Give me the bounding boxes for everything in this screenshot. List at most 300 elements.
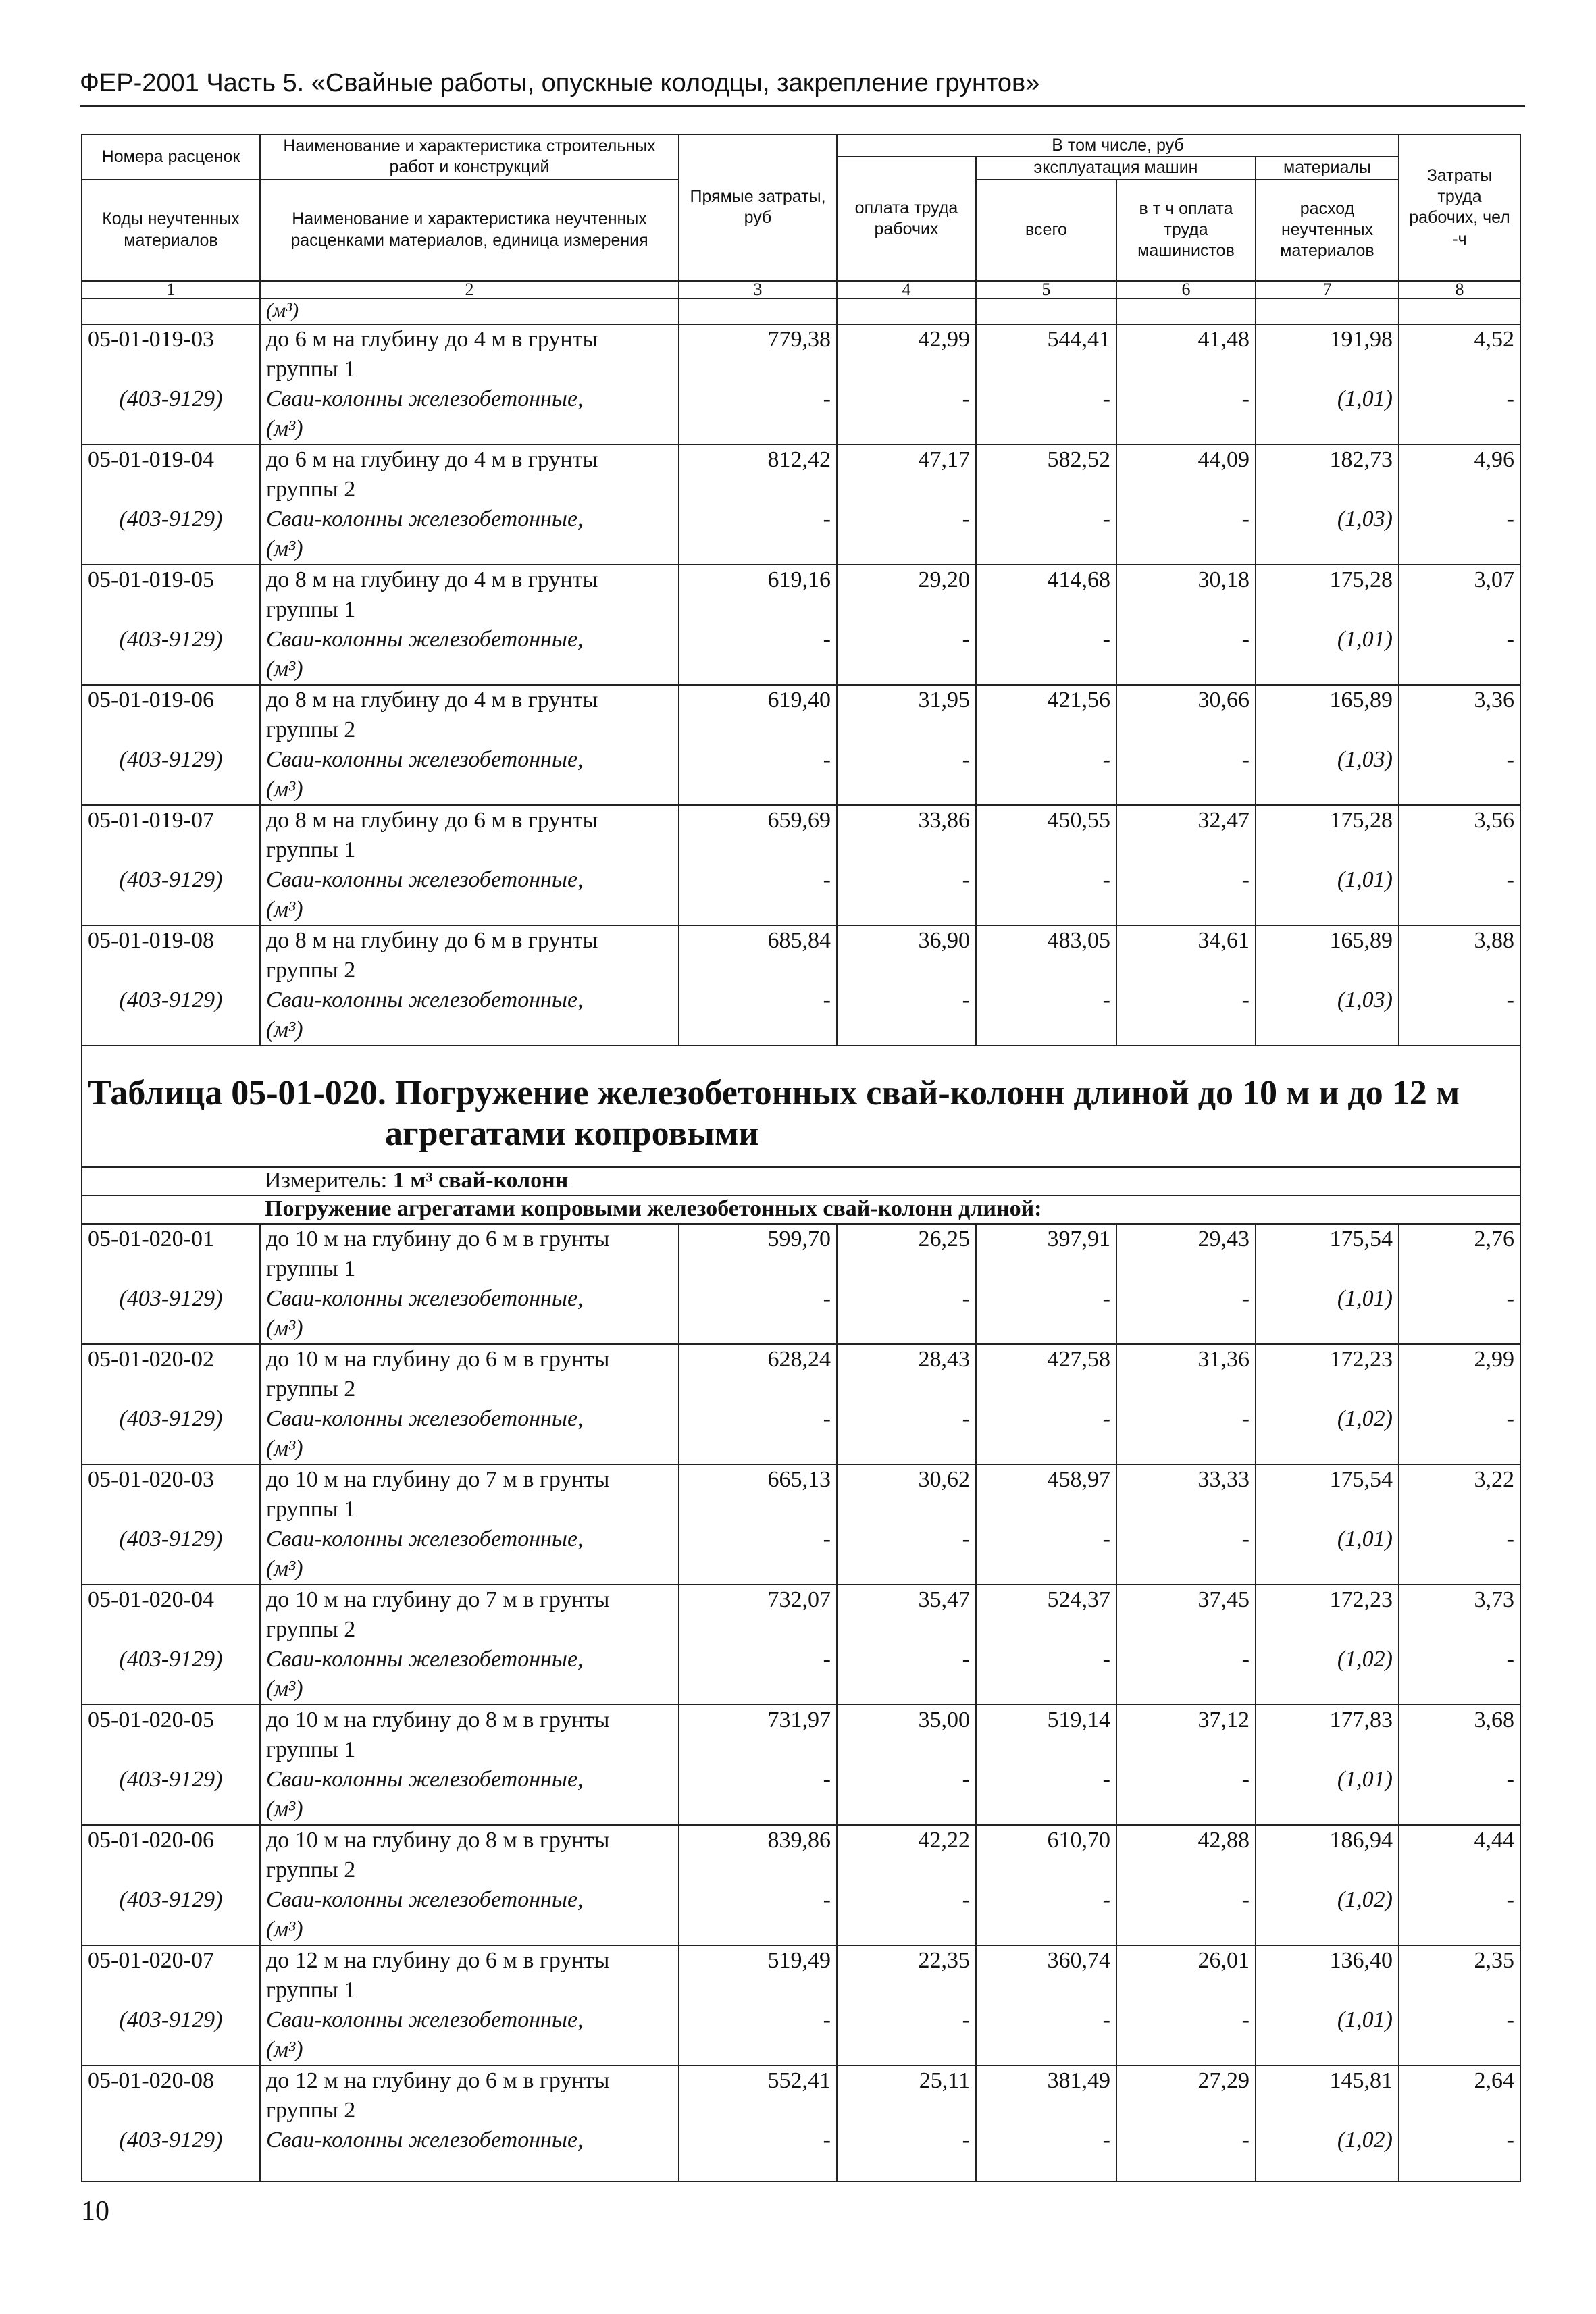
dash: - bbox=[976, 625, 1116, 685]
labor-hours: 3,73 bbox=[1399, 1585, 1520, 1645]
rate-row bbox=[82, 324, 1520, 384]
material-row bbox=[82, 865, 1520, 925]
col1-bottom: Коды неучтенных материалов bbox=[82, 180, 260, 281]
labor-cost: 42,22 bbox=[837, 1825, 976, 1885]
page-header: ФЕР-2001 Часть 5. «Свайные работы, опускные колодцы, закрепление грунтов» bbox=[80, 69, 1525, 107]
material-row bbox=[82, 625, 1520, 685]
dash: - bbox=[1399, 384, 1520, 444]
machine-cost: 381,49 bbox=[976, 2065, 1116, 2126]
material-cost: 165,89 bbox=[1256, 685, 1399, 745]
material-cost: 177,83 bbox=[1256, 1705, 1399, 1765]
materials-header: материалы bbox=[1256, 157, 1399, 179]
material-qty: (1,02) bbox=[1256, 1645, 1399, 1705]
machinist-cost: 31,36 bbox=[1116, 1344, 1256, 1404]
dash: - bbox=[837, 745, 976, 805]
rate-code: 05-01-020-07 bbox=[82, 1945, 260, 2005]
material-cost: 186,94 bbox=[1256, 1825, 1399, 1885]
material-code: (403-9129) bbox=[82, 384, 260, 444]
dash: - bbox=[976, 1284, 1116, 1344]
rate-row bbox=[82, 805, 1520, 865]
machines-header: эксплуатация машин bbox=[976, 157, 1256, 179]
labor-hours: 2,35 bbox=[1399, 1945, 1520, 2005]
dash: - bbox=[837, 1885, 976, 1945]
dash: - bbox=[837, 2005, 976, 2065]
rate-code: 05-01-019-03 bbox=[82, 324, 260, 384]
dash: - bbox=[976, 865, 1116, 925]
material-row bbox=[82, 384, 1520, 444]
material-unit: (м³) bbox=[266, 1315, 303, 1341]
machinist-cost: 33,33 bbox=[1116, 1464, 1256, 1524]
col2-bottom: Наименование и характеристика неучтенных расценками материалов, единица измерения bbox=[260, 180, 679, 281]
col7: расход неучтенных материалов bbox=[1256, 180, 1399, 281]
direct-cost: 839,86 bbox=[679, 1825, 837, 1885]
colnum-3: 3 bbox=[679, 281, 837, 299]
dash: - bbox=[679, 1284, 837, 1344]
machinist-cost: 27,29 bbox=[1116, 2065, 1256, 2126]
labor-cost: 22,35 bbox=[837, 1945, 976, 2005]
machinist-cost: 29,43 bbox=[1116, 1224, 1256, 1284]
direct-cost: 659,69 bbox=[679, 805, 837, 865]
labor-cost: 26,25 bbox=[837, 1224, 976, 1284]
labor-hours: 4,52 bbox=[1399, 324, 1520, 384]
labor-cost: 47,17 bbox=[837, 444, 976, 505]
col8: Затраты труда рабочих, чел -ч bbox=[1399, 134, 1520, 281]
material-unit: (м³) bbox=[266, 1017, 303, 1042]
dash: - bbox=[1399, 1885, 1520, 1945]
material-code: (403-9129) bbox=[82, 1524, 260, 1585]
dash: - bbox=[1116, 625, 1256, 685]
material-code: (403-9129) bbox=[82, 2126, 260, 2182]
col6: в т ч оплата труда машинистов bbox=[1116, 180, 1256, 281]
material-cost: 175,28 bbox=[1256, 565, 1399, 625]
dash: - bbox=[976, 2005, 1116, 2065]
dash: - bbox=[679, 1645, 837, 1705]
material-name bbox=[260, 1284, 679, 1344]
material-unit: (м³) bbox=[266, 896, 303, 922]
material-cost: 182,73 bbox=[1256, 444, 1399, 505]
dash: - bbox=[1399, 2126, 1520, 2182]
material-row bbox=[82, 985, 1520, 1046]
dash: - bbox=[1399, 1645, 1520, 1705]
rate-code: 05-01-020-05 bbox=[82, 1705, 260, 1765]
rate-row bbox=[82, 565, 1520, 625]
material-cost: 175,28 bbox=[1256, 805, 1399, 865]
rate-code: 05-01-019-04 bbox=[82, 444, 260, 505]
labor-hours: 4,44 bbox=[1399, 1825, 1520, 1885]
rate-description: до 8 м на глубину до 4 м в грунты группы 1 bbox=[260, 565, 679, 625]
dash: - bbox=[837, 1524, 976, 1585]
material-cost: 165,89 bbox=[1256, 925, 1399, 985]
dash: - bbox=[1399, 1404, 1520, 1464]
labor-cost: 29,20 bbox=[837, 565, 976, 625]
header-row-1 bbox=[82, 134, 1520, 157]
labor-hours: 3,88 bbox=[1399, 925, 1520, 985]
machine-cost: 397,91 bbox=[976, 1224, 1116, 1284]
rate-description: до 12 м на глубину до 6 м в грунты группы 1 bbox=[260, 1945, 679, 2005]
material-row bbox=[82, 2005, 1520, 2065]
labor-cost: 28,43 bbox=[837, 1344, 976, 1404]
material-name bbox=[260, 745, 679, 805]
material-name-text: Сваи-колонны железобетонные, bbox=[266, 1886, 584, 1912]
dash: - bbox=[1399, 625, 1520, 685]
labor-cost: 30,62 bbox=[837, 1464, 976, 1524]
machinist-cost: 30,18 bbox=[1116, 565, 1256, 625]
rate-description: до 10 м на глубину до 6 м в грунты группы 2 bbox=[260, 1344, 679, 1404]
dash: - bbox=[976, 1645, 1116, 1705]
material-qty: (1,03) bbox=[1256, 745, 1399, 805]
rate-code: 05-01-020-08 bbox=[82, 2065, 260, 2126]
dash: - bbox=[679, 1404, 837, 1464]
machinist-cost: 44,09 bbox=[1116, 444, 1256, 505]
machinist-cost: 30,66 bbox=[1116, 685, 1256, 745]
labor-hours: 3,68 bbox=[1399, 1705, 1520, 1765]
dash: - bbox=[1399, 985, 1520, 1046]
rate-description: до 10 м на глубину до 6 м в грунты группы 1 bbox=[260, 1224, 679, 1284]
machinist-cost: 41,48 bbox=[1116, 324, 1256, 384]
direct-cost: 552,41 bbox=[679, 2065, 837, 2126]
dash: - bbox=[679, 1765, 837, 1825]
rate-row bbox=[82, 925, 1520, 985]
material-name bbox=[260, 1885, 679, 1945]
dash: - bbox=[837, 384, 976, 444]
material-name-text: Сваи-колонны железобетонные, bbox=[266, 1406, 584, 1431]
dash: - bbox=[1399, 1284, 1520, 1344]
labor-cost: 25,11 bbox=[837, 2065, 976, 2126]
material-qty: (1,02) bbox=[1256, 1404, 1399, 1464]
labor-hours: 2,99 bbox=[1399, 1344, 1520, 1404]
carry-over-row bbox=[82, 299, 1520, 324]
machinist-cost: 26,01 bbox=[1116, 1945, 1256, 2005]
labor-hours: 3,22 bbox=[1399, 1464, 1520, 1524]
dash: - bbox=[1116, 745, 1256, 805]
dash: - bbox=[976, 2126, 1116, 2182]
direct-cost: 665,13 bbox=[679, 1464, 837, 1524]
material-name bbox=[260, 384, 679, 444]
in-total-header: В том числе, руб bbox=[837, 134, 1399, 157]
dash: - bbox=[837, 625, 976, 685]
direct-cost: 519,49 bbox=[679, 1945, 837, 2005]
dash: - bbox=[679, 1524, 837, 1585]
material-row bbox=[82, 1524, 1520, 1585]
rate-row bbox=[82, 1464, 1520, 1524]
group-heading: Погружение агрегатами копровыми железобетонных свай-колонн длиной: bbox=[82, 1195, 1520, 1224]
material-code: (403-9129) bbox=[82, 745, 260, 805]
material-name-text: Сваи-колонны железобетонные, bbox=[266, 746, 584, 772]
machinist-cost: 32,47 bbox=[1116, 805, 1256, 865]
col2-top: Наименование и характеристика строительных работ и конструкций bbox=[260, 134, 679, 180]
col3: Прямые затраты, руб bbox=[679, 134, 837, 281]
meter bbox=[82, 1167, 1520, 1195]
machine-cost: 610,70 bbox=[976, 1825, 1116, 1885]
dash: - bbox=[1116, 985, 1256, 1046]
dash: - bbox=[1116, 2005, 1256, 2065]
direct-cost: 599,70 bbox=[679, 1224, 837, 1284]
machinist-cost: 34,61 bbox=[1116, 925, 1256, 985]
labor-hours: 3,36 bbox=[1399, 685, 1520, 745]
material-row bbox=[82, 2126, 1520, 2182]
material-code: (403-9129) bbox=[82, 1645, 260, 1705]
dash: - bbox=[679, 985, 837, 1046]
material-name bbox=[260, 865, 679, 925]
dash: - bbox=[1399, 1524, 1520, 1585]
material-qty: (1,03) bbox=[1256, 985, 1399, 1046]
table-title bbox=[82, 1046, 1520, 1167]
dash: - bbox=[1116, 2126, 1256, 2182]
rate-code: 05-01-019-08 bbox=[82, 925, 260, 985]
colnum-2: 2 bbox=[260, 281, 679, 299]
material-code: (403-9129) bbox=[82, 1284, 260, 1344]
material-name bbox=[260, 505, 679, 565]
table-title-line1: Таблица 05-01-020. Погружение железобетонных свай-колонн длиной до 10 м и до 12 м bbox=[88, 1073, 1460, 1112]
material-unit: (м³) bbox=[266, 1796, 303, 1822]
labor-hours: 2,64 bbox=[1399, 2065, 1520, 2126]
material-qty: (1,01) bbox=[1256, 1524, 1399, 1585]
material-unit: (м³) bbox=[266, 1916, 303, 1942]
material-row bbox=[82, 1404, 1520, 1464]
dash: - bbox=[679, 1885, 837, 1945]
labor-cost: 31,95 bbox=[837, 685, 976, 745]
dash: - bbox=[679, 865, 837, 925]
dash: - bbox=[837, 505, 976, 565]
material-qty: (1,01) bbox=[1256, 1284, 1399, 1344]
material-name bbox=[260, 2005, 679, 2065]
rate-row bbox=[82, 1825, 1520, 1885]
dash: - bbox=[837, 865, 976, 925]
material-cost: 175,54 bbox=[1256, 1224, 1399, 1284]
rate-description: до 10 м на глубину до 8 м в грунты группы 1 bbox=[260, 1705, 679, 1765]
material-row bbox=[82, 505, 1520, 565]
col5: всего bbox=[976, 180, 1116, 281]
dash: - bbox=[1116, 1284, 1256, 1344]
material-name-text: Сваи-колонны железобетонные, bbox=[266, 987, 584, 1012]
rate-description: до 6 м на глубину до 4 м в грунты группы 2 bbox=[260, 444, 679, 505]
rate-row bbox=[82, 1344, 1520, 1404]
dash: - bbox=[976, 1885, 1116, 1945]
machine-cost: 483,05 bbox=[976, 925, 1116, 985]
labor-hours: 3,07 bbox=[1399, 565, 1520, 625]
colnum-4: 4 bbox=[837, 281, 976, 299]
colnum-5: 5 bbox=[976, 281, 1116, 299]
dash: - bbox=[679, 505, 837, 565]
labor-hours: 2,76 bbox=[1399, 1224, 1520, 1284]
dash: - bbox=[1116, 1524, 1256, 1585]
labor-cost: 42,99 bbox=[837, 324, 976, 384]
dash: - bbox=[976, 1524, 1116, 1585]
dash: - bbox=[1116, 1645, 1256, 1705]
labor-hours: 4,96 bbox=[1399, 444, 1520, 505]
material-cost: 145,81 bbox=[1256, 2065, 1399, 2126]
colnum-8: 8 bbox=[1399, 281, 1520, 299]
rate-code: 05-01-020-01 bbox=[82, 1224, 260, 1284]
machine-cost: 414,68 bbox=[976, 565, 1116, 625]
machine-cost: 427,58 bbox=[976, 1344, 1116, 1404]
material-row bbox=[82, 1765, 1520, 1825]
material-code: (403-9129) bbox=[82, 865, 260, 925]
material-name bbox=[260, 625, 679, 685]
dash: - bbox=[837, 1284, 976, 1344]
dash: - bbox=[976, 505, 1116, 565]
material-name bbox=[260, 1524, 679, 1585]
machine-cost: 524,37 bbox=[976, 1585, 1116, 1645]
material-unit: (м³) bbox=[266, 1435, 303, 1461]
rate-row bbox=[82, 1224, 1520, 1284]
rate-code: 05-01-019-07 bbox=[82, 805, 260, 865]
material-qty: (1,01) bbox=[1256, 625, 1399, 685]
rate-code: 05-01-020-03 bbox=[82, 1464, 260, 1524]
meter-label: Измеритель: bbox=[265, 1167, 388, 1193]
rate-code: 05-01-019-06 bbox=[82, 685, 260, 745]
material-name-text: Сваи-колонны железобетонные, bbox=[266, 1526, 584, 1551]
material-name bbox=[260, 985, 679, 1046]
material-cost: 191,98 bbox=[1256, 324, 1399, 384]
colnum-1: 1 bbox=[82, 281, 260, 299]
material-row bbox=[82, 1885, 1520, 1945]
column-numbers-row bbox=[82, 281, 1520, 299]
rate-row bbox=[82, 2065, 1520, 2126]
material-row bbox=[82, 1645, 1520, 1705]
dash: - bbox=[1399, 2005, 1520, 2065]
dash: - bbox=[837, 1645, 976, 1705]
labor-hours: 3,56 bbox=[1399, 805, 1520, 865]
direct-cost: 732,07 bbox=[679, 1585, 837, 1645]
dash: - bbox=[1116, 384, 1256, 444]
material-unit: (м³) bbox=[266, 776, 303, 802]
material-code: (403-9129) bbox=[82, 1765, 260, 1825]
material-name bbox=[260, 1765, 679, 1825]
machine-cost: 519,14 bbox=[976, 1705, 1116, 1765]
material-name-text: Сваи-колонны железобетонные, bbox=[266, 1766, 584, 1792]
material-qty: (1,01) bbox=[1256, 865, 1399, 925]
rate-description: до 10 м на глубину до 7 м в грунты группы 2 bbox=[260, 1585, 679, 1645]
dash: - bbox=[1399, 1765, 1520, 1825]
rate-description: до 8 м на глубину до 6 м в грунты группы 1 bbox=[260, 805, 679, 865]
rate-code: 05-01-019-05 bbox=[82, 565, 260, 625]
rate-row bbox=[82, 1945, 1520, 2005]
dash: - bbox=[976, 1404, 1116, 1464]
machine-cost: 450,55 bbox=[976, 805, 1116, 865]
material-code: (403-9129) bbox=[82, 1885, 260, 1945]
dash: - bbox=[837, 2126, 976, 2182]
material-cost: 175,54 bbox=[1256, 1464, 1399, 1524]
dash: - bbox=[976, 985, 1116, 1046]
machine-cost: 458,97 bbox=[976, 1464, 1116, 1524]
material-unit: (м³) bbox=[266, 536, 303, 561]
rate-row bbox=[82, 1705, 1520, 1765]
col1-top: Номера расценок bbox=[82, 134, 260, 180]
machine-cost: 360,74 bbox=[976, 1945, 1116, 2005]
dash: - bbox=[1116, 865, 1256, 925]
rate-code: 05-01-020-06 bbox=[82, 1825, 260, 1885]
material-unit: (м³) bbox=[266, 1555, 303, 1581]
machinist-cost: 37,12 bbox=[1116, 1705, 1256, 1765]
material-unit: (м³) bbox=[266, 656, 303, 682]
colnum-6: 6 bbox=[1116, 281, 1256, 299]
price-table bbox=[81, 134, 1521, 2182]
colnum-7: 7 bbox=[1256, 281, 1399, 299]
rate-description: до 6 м на глубину до 4 м в грунты группы 1 bbox=[260, 324, 679, 384]
material-cost: 136,40 bbox=[1256, 1945, 1399, 2005]
material-name-text: Сваи-колонны железобетонные, bbox=[266, 386, 584, 411]
dash: - bbox=[976, 384, 1116, 444]
machine-cost: 421,56 bbox=[976, 685, 1116, 745]
labor-cost: 36,90 bbox=[837, 925, 976, 985]
rate-description: до 12 м на глубину до 6 м в грунты группы 2 bbox=[260, 2065, 679, 2126]
dash: - bbox=[1116, 1765, 1256, 1825]
dash: - bbox=[679, 745, 837, 805]
machinist-cost: 42,88 bbox=[1116, 1825, 1256, 1885]
material-name-text: Сваи-колонны железобетонные, bbox=[266, 867, 584, 892]
machine-cost: 582,52 bbox=[976, 444, 1116, 505]
labor-cost: 33,86 bbox=[837, 805, 976, 865]
dash: - bbox=[679, 625, 837, 685]
rate-description: до 8 м на глубину до 6 м в грунты группы 2 bbox=[260, 925, 679, 985]
material-name bbox=[260, 2126, 679, 2182]
material-name-text: Сваи-колонны железобетонные, bbox=[266, 1285, 584, 1311]
direct-cost: 812,42 bbox=[679, 444, 837, 505]
dash: - bbox=[679, 384, 837, 444]
table-title-row bbox=[82, 1046, 1520, 1167]
direct-cost: 619,40 bbox=[679, 685, 837, 745]
dash: - bbox=[1116, 1885, 1256, 1945]
direct-cost: 619,16 bbox=[679, 565, 837, 625]
material-qty: (1,01) bbox=[1256, 2005, 1399, 2065]
direct-cost: 779,38 bbox=[679, 324, 837, 384]
material-code: (403-9129) bbox=[82, 1404, 260, 1464]
group-row bbox=[82, 1195, 1520, 1224]
material-name-text: Сваи-колонны железобетонные, bbox=[266, 2127, 584, 2153]
rate-row bbox=[82, 685, 1520, 745]
dash: - bbox=[837, 1765, 976, 1825]
meter-row bbox=[82, 1167, 1520, 1195]
dash: - bbox=[837, 985, 976, 1046]
material-row bbox=[82, 745, 1520, 805]
material-name-text: Сваи-колонны железобетонные, bbox=[266, 506, 584, 532]
dash: - bbox=[679, 2005, 837, 2065]
material-cost: 172,23 bbox=[1256, 1585, 1399, 1645]
dash: - bbox=[1116, 1404, 1256, 1464]
rate-description: до 10 м на глубину до 7 м в грунты группы 1 bbox=[260, 1464, 679, 1524]
material-name-text: Сваи-колонны железобетонные, bbox=[266, 626, 584, 652]
material-unit: (м³) bbox=[266, 415, 303, 441]
rate-row bbox=[82, 1585, 1520, 1645]
material-name-text: Сваи-колонны железобетонные, bbox=[266, 2007, 584, 2032]
rate-code: 05-01-020-02 bbox=[82, 1344, 260, 1404]
meter-value: 1 м³ свай-колонн bbox=[392, 1167, 569, 1193]
dash: - bbox=[976, 745, 1116, 805]
dash: - bbox=[976, 1765, 1116, 1825]
col4: оплата труда рабочих bbox=[837, 157, 976, 280]
page-number: 10 bbox=[81, 2196, 109, 2227]
material-unit: (м³) bbox=[266, 2036, 303, 2062]
dash: - bbox=[1399, 505, 1520, 565]
material-qty: (1,01) bbox=[1256, 1765, 1399, 1825]
carry-unit: (м³) bbox=[260, 299, 679, 324]
rate-description: до 10 м на глубину до 8 м в грунты группы 2 bbox=[260, 1825, 679, 1885]
rate-code: 05-01-020-04 bbox=[82, 1585, 260, 1645]
material-qty: (1,01) bbox=[1256, 384, 1399, 444]
material-qty: (1,02) bbox=[1256, 1885, 1399, 1945]
machine-cost: 544,41 bbox=[976, 324, 1116, 384]
material-code: (403-9129) bbox=[82, 625, 260, 685]
material-name-text: Сваи-колонны железобетонные, bbox=[266, 1646, 584, 1672]
rate-row bbox=[82, 444, 1520, 505]
table-title-line2: агрегатами копровыми bbox=[385, 1114, 759, 1153]
direct-cost: 628,24 bbox=[679, 1344, 837, 1404]
material-code: (403-9129) bbox=[82, 2005, 260, 2065]
labor-cost: 35,00 bbox=[837, 1705, 976, 1765]
material-qty: (1,03) bbox=[1256, 505, 1399, 565]
direct-cost: 685,84 bbox=[679, 925, 837, 985]
